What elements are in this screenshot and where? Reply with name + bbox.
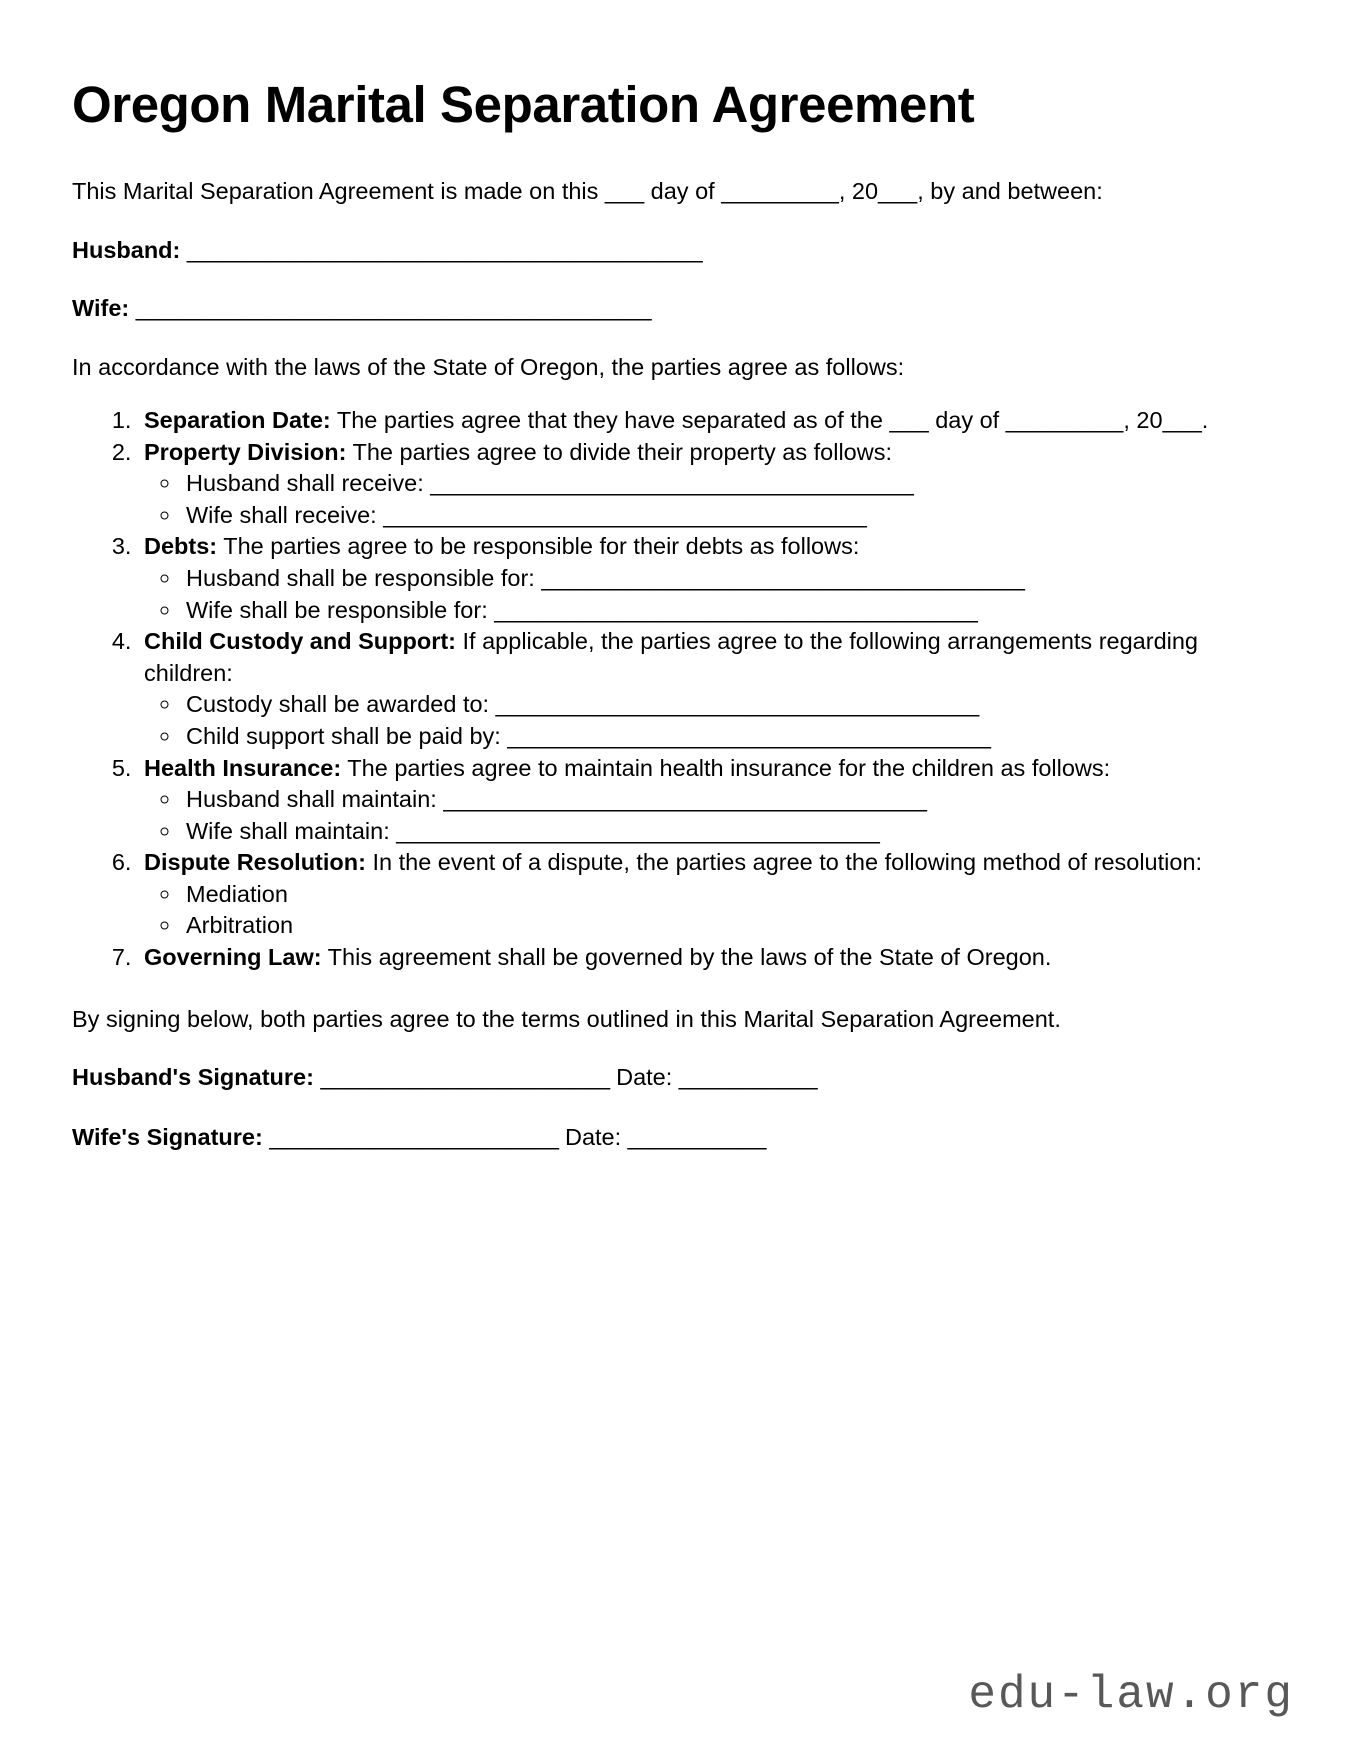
husband-label: Husband: [72, 236, 181, 263]
husband-date-label: Date: [616, 1064, 673, 1091]
lead-in-paragraph: In accordance with the laws of the State of Oregon, the parties agree as follows: [72, 353, 905, 380]
term-name: Health Insurance: [144, 754, 342, 781]
list-item[interactable]: ◦ Wife shall be responsible for: _____________________________________ [182, 595, 1290, 627]
husband-signature-label: Husband's Signature: [72, 1064, 314, 1091]
closing-paragraph: By signing below, both parties agree to the terms outlined in this Marital Separation Agreement. [72, 1005, 1061, 1032]
term-item-debts [138, 531, 1290, 626]
list-item[interactable]: ◦ Husband shall be responsible for: _____________________________________ [182, 563, 1290, 595]
list-item[interactable]: ◦ Husband shall receive: _____________________________________ [182, 468, 1290, 500]
wife-label: Wife: [72, 295, 130, 322]
page-title: Oregon Marital Separation Agreement [72, 76, 975, 133]
term-item-dispute-resolution [138, 847, 1290, 942]
term-item-property-division [138, 437, 1290, 532]
site-watermark: edu-law.org [968, 1669, 1294, 1721]
wife-signature-row [72, 1122, 1290, 1153]
list-item[interactable]: ◦ Wife shall maintain: _____________________________________ [182, 816, 1290, 848]
term-name: Separation Date: [144, 406, 331, 433]
list-item[interactable]: ◦ Child support shall be paid by: _____________________________________ [182, 721, 1290, 753]
husband-signature-row [72, 1062, 1290, 1093]
term-subitems [144, 563, 1290, 626]
term-text: The parties agree that they have separated as of the ___ day of _________, 20___. [330, 406, 1209, 433]
wife-date-label: Date: [564, 1123, 622, 1150]
wife-signature-blank[interactable]: _______________________ [269, 1123, 559, 1150]
list-item[interactable]: ◦ Wife shall receive: _____________________________________ [182, 500, 1290, 532]
term-item-governing-law [138, 942, 1290, 974]
list-item[interactable]: ◦ Mediation [182, 879, 1290, 911]
list-item[interactable]: ◦ Arbitration [182, 910, 1290, 942]
term-subitems [144, 468, 1290, 531]
list-item[interactable]: ◦ Custody shall be awarded to: _____________________________________ [182, 689, 1290, 721]
term-text: The parties agree to maintain health insurance for the children as follows: [341, 754, 1111, 781]
terms-list [72, 405, 1290, 974]
husband-date-blank[interactable]: ___________ [678, 1064, 818, 1091]
wife-name-blank[interactable]: _________________________________________ [135, 295, 652, 322]
term-name: Governing Law: [144, 944, 322, 971]
term-text: In the event of a dispute, the parties agree to the following method of resolution: [365, 849, 1203, 876]
term-name: Property Division: [144, 438, 347, 465]
wife-signature-label: Wife's Signature: [72, 1123, 263, 1150]
term-name: Debts: [144, 533, 218, 560]
husband-party-field [72, 235, 1290, 266]
term-text: This agreement shall be governed by the laws of the State of Oregon. [321, 944, 1052, 971]
intro-paragraph: This Marital Separation Agreement is made on this ___ day of _________, 20___, by and between: [72, 178, 1103, 205]
term-item-health-insurance [138, 753, 1290, 848]
term-subitems [144, 784, 1290, 847]
list-item[interactable]: ◦ Husband shall maintain: _____________________________________ [182, 784, 1290, 816]
term-text: The parties agree to be responsible for their debts as follows: [217, 533, 860, 560]
wife-date-blank[interactable]: ___________ [627, 1123, 766, 1150]
husband-name-blank[interactable]: _________________________________________ [186, 236, 703, 263]
term-subitems [144, 879, 1290, 942]
term-text: If applicable, the parties agree to the following arrangements regarding children: [144, 628, 1199, 686]
term-item-child-custody-and-support [138, 626, 1290, 752]
term-subitems [144, 689, 1290, 752]
wife-party-field [72, 293, 1290, 324]
term-name: Dispute Resolution: [144, 849, 366, 876]
term-name: Child Custody and Support: [144, 628, 456, 655]
term-text: The parties agree to divide their property as follows: [346, 438, 892, 465]
husband-signature-blank[interactable]: _______________________ [320, 1064, 610, 1091]
term-item-separation-date [138, 405, 1290, 437]
